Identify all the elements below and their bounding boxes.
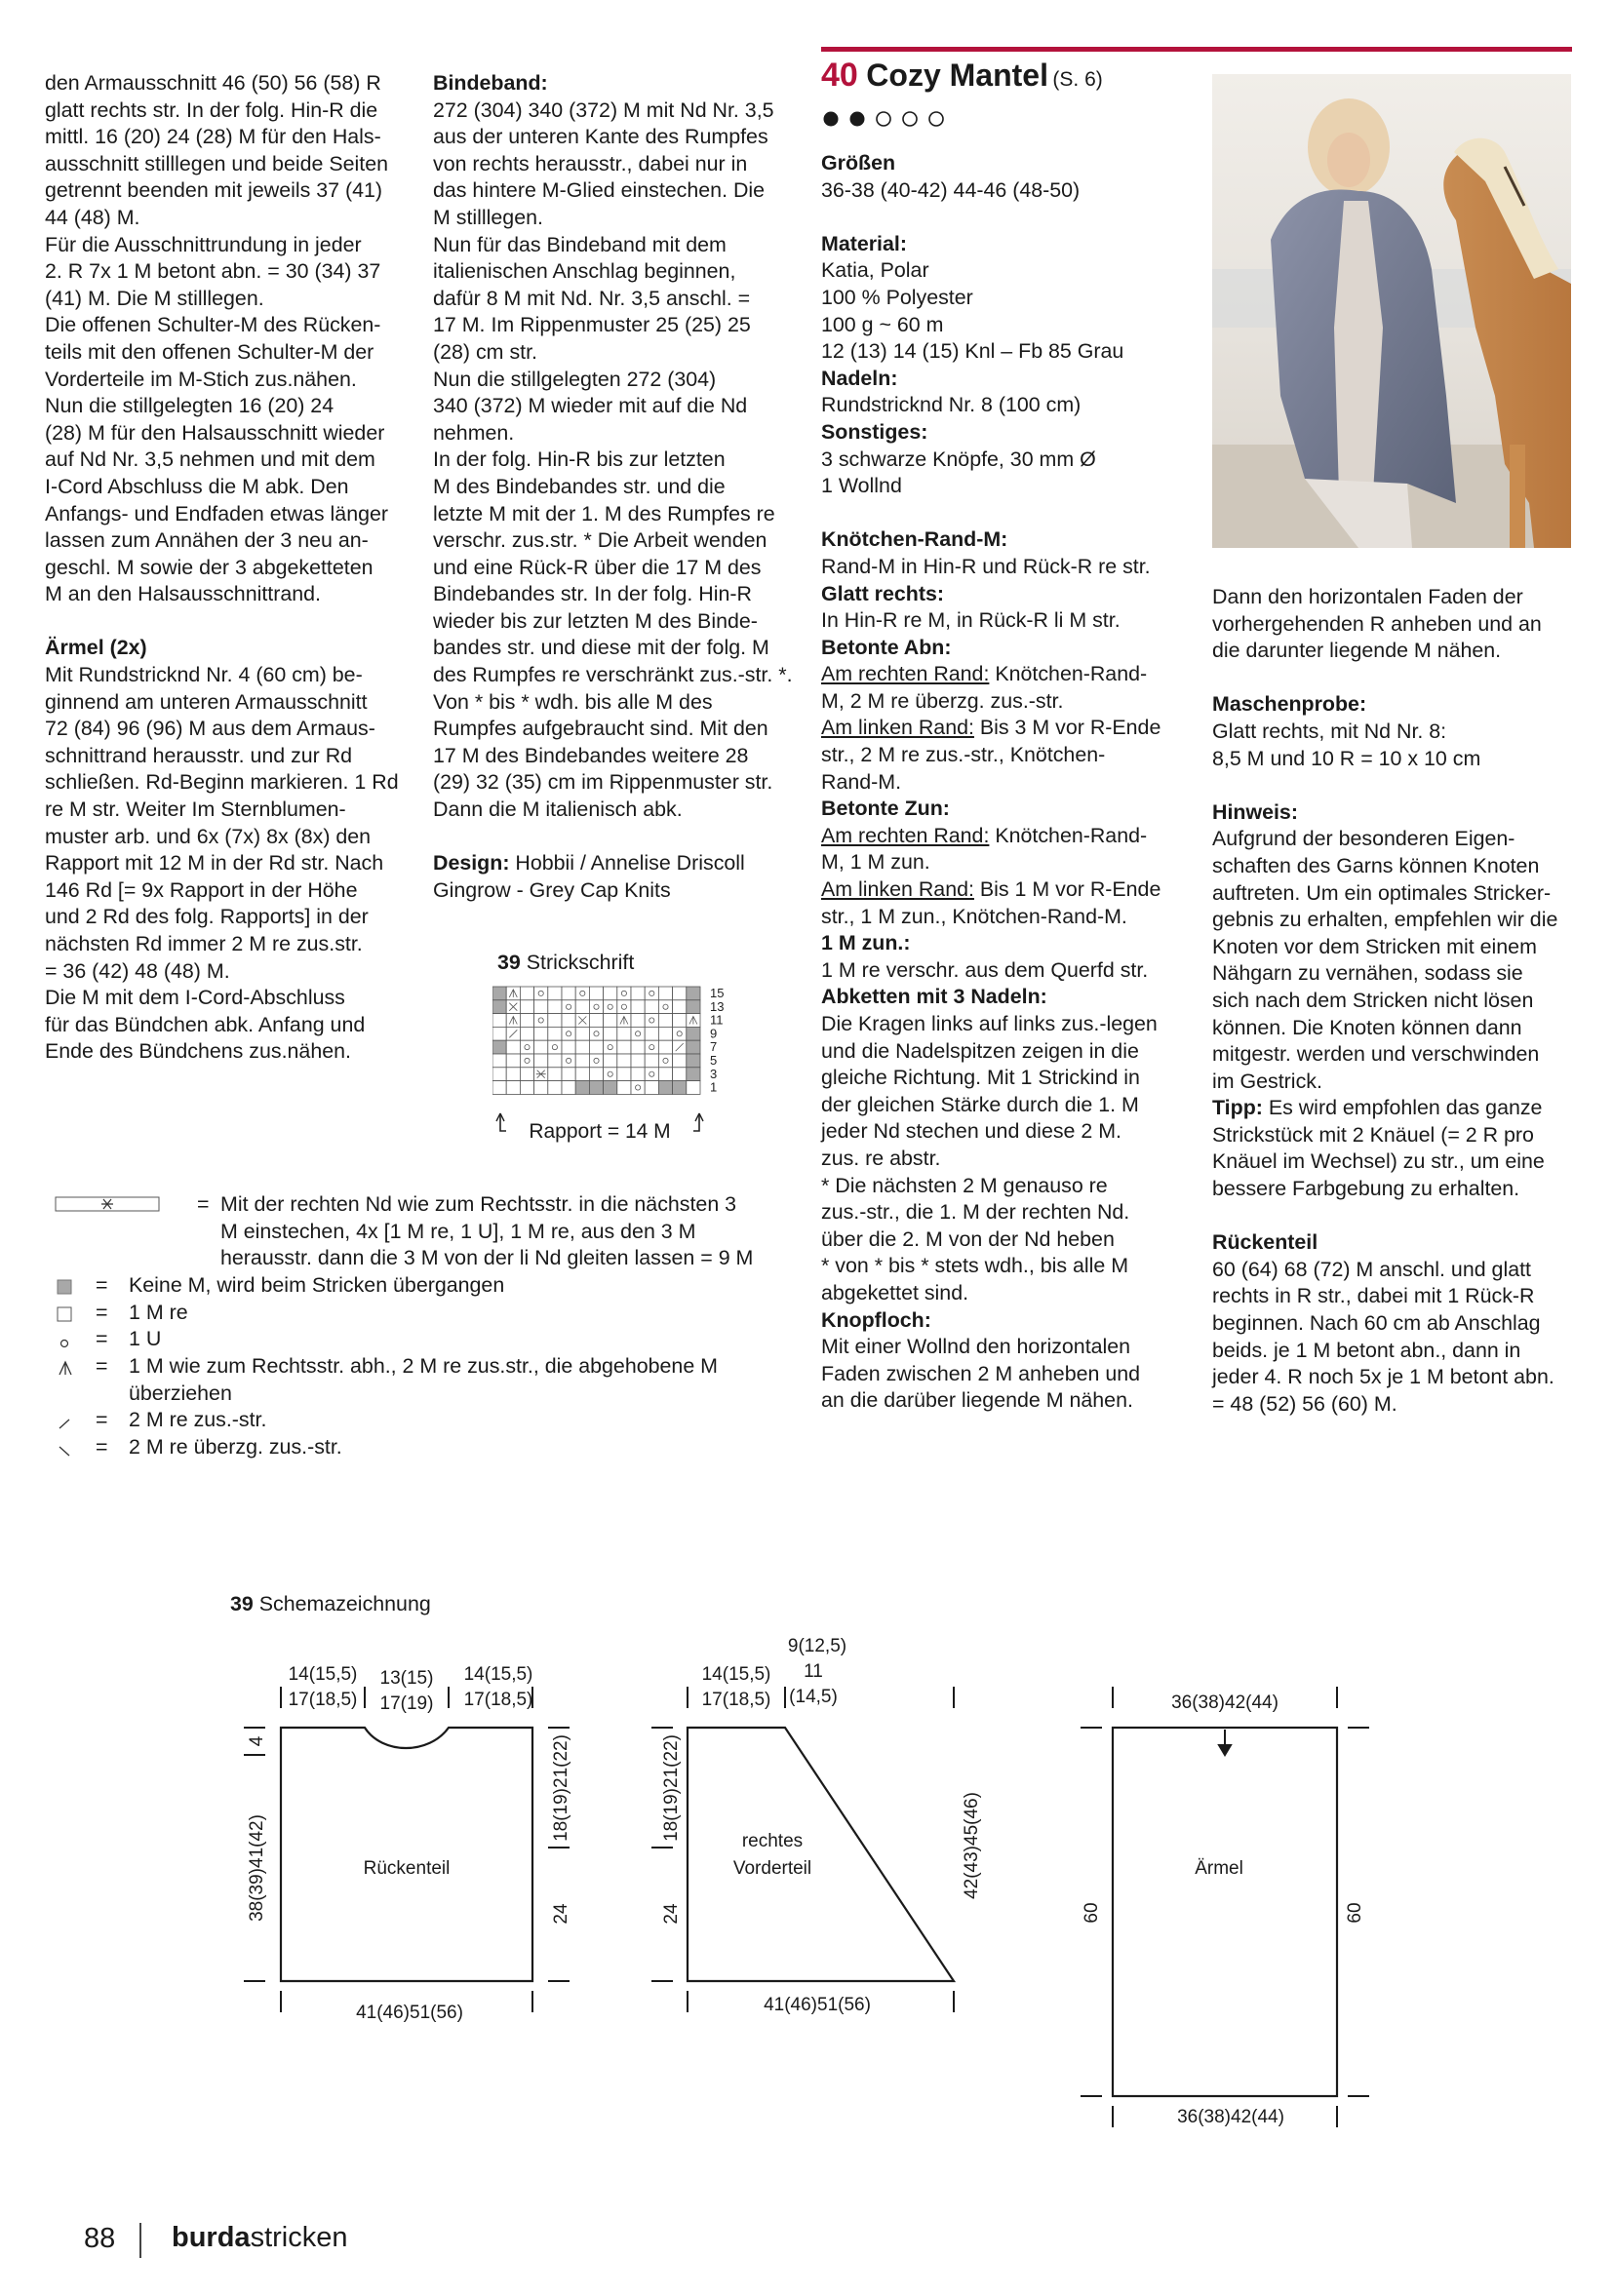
legend-text-double-decrease: 1 M wie zum Rechtsstr. abh., 2 M re zus.str., die abgehobene M überziehen: [129, 1354, 718, 1405]
abketten: Die Kragen links auf links zus.-legen und die Nadelspitzen zeigen in die gleiche Richtung. Mit 1 Strickind in der gleichen Stärke durch die 1. M jeder Nd stechen und diese 2 M. zus. re abstr. * Die nächsten 2 M genauso re zus.-str., die 1. M der rechten Nd. über die 2. M von der Nd heben * von * bis * stets wdh., bis alle M abgekettet sind.: [821, 1012, 1158, 1304]
back-top-left-1: 14(15,5): [288, 1664, 358, 1685]
heading-bindeband: Bindeband:: [433, 71, 548, 95]
nadeln: Rundstricknd Nr. 8 (100 cm): [821, 393, 1082, 417]
heading-glatt: Glatt rechts:: [821, 581, 944, 605]
back-bottom: 41(46)51(56): [356, 2003, 463, 2023]
pattern-name: Cozy Mantel: [866, 58, 1048, 93]
front-right-height: 42(43)45(46): [962, 1792, 982, 1899]
heading-betonte-zun: Betonte Zun:: [821, 797, 950, 821]
page-number: 88: [84, 2223, 116, 2254]
back-piece-outline: [281, 1728, 532, 1981]
zun-left-text: Bis 1 M vor R-Ende str., 1 M zun., Knötchen-Rand-M.: [821, 877, 1161, 928]
abn-left-text: Bis 3 M vor R-Ende str., 2 M re zus.-str., Knötchen- Rand-M.: [821, 716, 1161, 794]
front-bottom: 41(46)51(56): [764, 1995, 871, 2015]
heading-sonstiges: Sonstiges:: [821, 419, 928, 444]
sonstiges: 3 schwarze Knöpfe, 30 mm Ø 1 Wollnd: [821, 447, 1096, 498]
zun-right-label: Am rechten Rand:: [821, 823, 990, 847]
maschenprobe: Glatt rechts, mit Nd Nr. 8: 8,5 M und 10 R = 10 x 10 cm: [1212, 719, 1481, 770]
legend-row-empty-square: = 1 M re: [55, 1300, 796, 1327]
sleeve-bottom: 36(38)42(44): [1177, 2107, 1284, 2127]
dimension-ticks: [244, 1687, 1369, 2127]
heading-nadeln: Nadeln:: [821, 366, 898, 390]
back-top-right-2: 17(18,5): [463, 1690, 533, 1710]
tipp-label: Tipp:: [1212, 1096, 1263, 1120]
legend-text-wide-cross: Mit der rechten Nd wie zum Rechtsstr. in die nächsten 3 M einstechen, 4x [1 M re, 1 U], 1 M re, aus den 3 M herausstr. dann die 3 M von der li Nd gleiten lassen = 9 M: [220, 1192, 754, 1270]
zun-right-text: Knötchen-Rand- M, 1 M zun.: [821, 823, 1148, 875]
chart-row-number: 11: [710, 1012, 724, 1028]
legend-row-grey-square: = Keine M, wird beim Stricken übergangen: [55, 1272, 796, 1300]
back-left-height: 38(39)41(42): [247, 1814, 267, 1922]
hinweis: Aufgrund der besonderen Eigen- schaften des Garns können Knoten auftreten. Um ein optimales Stricker- gebnis zu erhalten, empfehlen wir die Knoten vor dem Stricken mit einem Nähgarn zu vernähen, sodass sie sich nach dem Stricken nicht lösen können. Die Knoten können dann mitgestr. werden und verschwinden im Gestrick.: [1212, 827, 1558, 1093]
design-text: Hobbii / Annelise Driscoll Gingrow - Grey Cap Knits: [433, 851, 745, 902]
chart-row-number: 9: [710, 1026, 718, 1041]
heading-groessen: Größen: [821, 151, 896, 175]
chart-row-number: 13: [710, 998, 725, 1014]
footer-divider: [139, 2223, 141, 2258]
sleeve-label: Ärmel: [1195, 1858, 1243, 1879]
tipp-text: Es wird empfohlen das ganze Strickstück mit 2 Knäuel (= 2 R pro Knäuel im Wechsel) zu str., um eine bessere Farbgebung zu erhalten.: [1212, 1096, 1545, 1201]
legend-row-wide-cross: = Mit der rechten Nd wie zum Rechtsstr. in die nächsten 3 M einstechen, 4x [1 M re, 1 U], 1 M re, aus den 3 M herausstr. dann die 3 M von der li Nd gleiten lassen = 9 M: [55, 1191, 796, 1273]
heading-rueckenteil: Rückenteil: [1212, 1230, 1318, 1255]
back-top-mid-2: 17(19): [379, 1693, 434, 1714]
brand-logo: [172, 2222, 347, 2254]
paragraph-knopfloch-cont: Dann den horizontalen Faden der vorhergehenden R anheben und an die darunter liegende M nähen.: [1212, 585, 1542, 663]
paragraph-bindeband: 272 (304) 340 (372) M mit Nd Nr. 3,5 aus der unteren Kante des Rumpfes von rechts herausstr., dabei nur in das hintere M-Glied einstechen. Die M stilllegen. Nun für das Bindeband mit dem italienischen Anschlag beginnen, dafür 8 M mit Nd. Nr. 3,5 anschl. = 17 M. Im Rippenmuster 25 (25) 25 (28) cm str. Nun die stillgelegten 272 (304) 340 (372) M wieder mit auf die Nd nehmen. In der folg. Hin-R bis zur letzten M des Bindebandes str. und die letzte M mit der 1. M des Rumpfes re verschr. zus.str. * Die Arbeit wenden und eine Rück-R über die 17 M des Bindebandes str. In der folg. Hin-R wieder bis zur letzten M des Binde- bandes str. und diese mit der folg. M des Rumpfes re verschränkt zus.-str. *. Von * bis * wdh. bis alle M des Rumpfes aufgebraucht sind. Mit den 17 M des Bindebandes weitere 28 (29) 32 (35) cm im Rippenmuster str. Dann die M italienisch abk.: [433, 97, 793, 822]
zun-left-label: Am linken Rand:: [821, 877, 974, 902]
back-right-armhole: 18(19)21(22): [551, 1734, 571, 1842]
sleeve-top: 36(38)42(44): [1171, 1693, 1279, 1713]
chart-row-number: 5: [710, 1053, 718, 1068]
front-top-left-2: 17(18,5): [701, 1690, 771, 1710]
legend-text-empty-square: 1 M re: [129, 1301, 188, 1324]
chart-39-number: 39: [497, 951, 521, 974]
legend-text-slash-right: 2 M re zus.-str.: [129, 1408, 267, 1431]
front-top-right-2: 11: [804, 1661, 823, 1682]
chart-row-number: 7: [710, 1039, 718, 1055]
chart-row-number: 1: [710, 1079, 718, 1095]
schema-number: 39: [230, 1592, 254, 1615]
paragraph-armel: Mit Rundstricknd Nr. 4 (60 cm) be- ginnend am unteren Armausschnitt 72 (84) 96 (96) M aus dem Armaus- schnittrand herausstr. und zur Rd schließen. Rd-Beginn markieren. 1 Rd re M str. Weiter Im Sternblumen- muster arb. und 6x (7x) 8x (8x) den Rapport mit 12 M in der Rd str. Nach 146 Rd [= 9x Rapport in der Höhe und 2 Rd des folg. Rapports] in der nächsten Rd immer 2 M re zus.str. = 36 (42) 48 (48) M. Die M mit dem I-Cord-Abschluss für das Bündchen abk. Anfang und Ende des Bündchens zus.nähen.: [45, 663, 399, 1064]
front-top-right-3: (14,5): [789, 1687, 838, 1707]
glatt: In Hin-R re M, in Rück-R li M str.: [821, 608, 1121, 633]
chart-row-number: 3: [710, 1066, 718, 1081]
back-top-left-2: 17(18,5): [288, 1690, 358, 1710]
abn-left-label: Am linken Rand:: [821, 716, 974, 740]
back-top-right-1: 14(15,5): [463, 1664, 533, 1685]
front-label-1: rechtes: [741, 1831, 804, 1851]
knopfloch: Mit einer Wollnd den horizontalen Faden zwischen 2 M anheben und an die darüber liegende M nähen.: [821, 1335, 1141, 1413]
back-top-mid-1: 13(15): [379, 1668, 434, 1689]
heading-material: Material:: [821, 231, 907, 255]
front-top-right-1: 9(12,5): [787, 1636, 847, 1656]
material: Katia, Polar 100 % Polyester 100 g ~ 60 m 12 (13) 14 (15) Knl – Fb 85 Grau: [821, 258, 1124, 364]
pattern-page-ref: (S. 6): [1052, 68, 1103, 91]
paragraph-neckline: den Armausschnitt 46 (50) 56 (58) R glatt rechts str. In der folg. Hin-R die mittl. 16 (20) 24 (28) M für den Hals- ausschnitt stilllegen und beide Seiten getrennt beenden mit jeweils 37 (41) 44 (48) M. Für die Ausschnittrundung in jeder 2. R 7x 1 M betont abn. = 30 (34) 37 (41) M. Die M stilllegen. Die offenen Schulter-M des Rücken- teils mit den offenen Schulter-M der Vorderteile im M-Stich zus.nähen. Nun die stillgelegten 16 (20) 24 (28) M für den Halsausschnitt wieder auf Nd Nr. 3,5 nehmen und mit dem I-Cord Abschluss die M abk. Den Anfangs- und Endfaden etwas länger lassen zum Annähen der 3 neu an- geschl. M sowie der 3 abgeketteten M an den Halsausschnittrand.: [45, 71, 389, 606]
legend-row-circle: = 1 U: [55, 1326, 796, 1353]
front-left-24: 24: [661, 1903, 682, 1925]
heading-armel: Ärmel (2x): [45, 636, 147, 660]
heading-abketten: Abketten mit 3 Nadeln:: [821, 985, 1047, 1009]
heading-knoetchen: Knötchen-Rand-M:: [821, 527, 1008, 552]
design-label: Design:: [433, 851, 510, 876]
groessen: 36-38 (40-42) 44-46 (48-50): [821, 177, 1081, 202]
legend-text-grey-square: Keine M, wird beim Stricken übergangen: [129, 1273, 505, 1297]
front-top-left-1: 14(15,5): [701, 1664, 771, 1685]
abn-right-label: Am rechten Rand:: [821, 662, 990, 686]
legend-row-slash-left: = 2 M re überzg. zus.-str.: [55, 1434, 796, 1461]
front-left-armhole: 18(19)21(22): [661, 1734, 682, 1842]
m-zun: 1 M re verschr. aus dem Querfd str.: [821, 957, 1149, 982]
heading-1m-zun: 1 M zun.:: [821, 931, 911, 955]
legend-text-slash-left: 2 M re überzg. zus.-str.: [129, 1435, 342, 1459]
legend-row-double-decrease: = 1 M wie zum Rechtsstr. abh., 2 M re zus.str., die abgehobene M überziehen: [55, 1353, 796, 1408]
brand-bold: burda: [172, 2222, 251, 2253]
heading-betonte-abn: Betonte Abn:: [821, 635, 952, 659]
heading-maschenprobe: Maschenprobe:: [1212, 692, 1367, 717]
brand-regular: stricken: [250, 2222, 348, 2253]
heading-knopfloch: Knopfloch:: [821, 1307, 931, 1332]
legend-text-circle: 1 U: [129, 1327, 162, 1350]
schema-title-text: Schemazeichnung: [258, 1592, 431, 1615]
rueckenteil: 60 (64) 68 (72) M anschl. und glatt rechts in R str., dabei mit 1 Rück-R beginnen. Nach 60 cm ab Anschlag beids. je 1 M betont abn., dann in jeder 4. R noch 5x je 1 M betont abn. = 48 (52) 56 (60) M.: [1212, 1257, 1554, 1416]
sleeve-right: 60: [1345, 1902, 1365, 1924]
chart-row-number: 15: [710, 986, 725, 1000]
back-left-4: 4: [247, 1735, 267, 1747]
knoetchen: Rand-M in Hin-R und Rück-R re str.: [821, 554, 1151, 578]
back-label: Rückenteil: [363, 1858, 451, 1879]
front-piece-outline: [688, 1728, 954, 1981]
back-right-24: 24: [551, 1903, 571, 1925]
heading-hinweis: Hinweis:: [1212, 799, 1298, 824]
rapport-label: Rapport = 14 M: [529, 1120, 671, 1143]
front-label-2: Vorderteil: [732, 1858, 812, 1879]
abn-right-text: Knötchen-Rand- M, 2 M re überzg. zus.-str.: [821, 662, 1148, 713]
sleeve-left: 60: [1082, 1902, 1102, 1924]
chart-39-title-text: Strickschrift: [526, 951, 635, 974]
legend-row-slash-right: = 2 M re zus.-str.: [55, 1407, 796, 1434]
sleeve-outline: [1113, 1728, 1337, 2096]
pattern-number: 40: [821, 57, 858, 94]
